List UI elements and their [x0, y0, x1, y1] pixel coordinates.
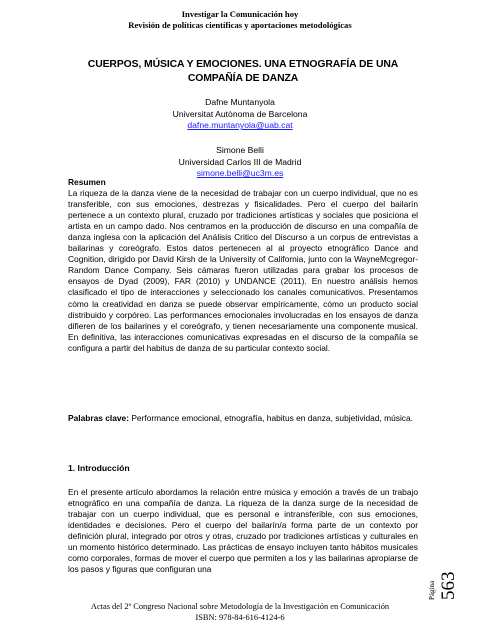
- keywords-text: Performance emocional, etnografía, habitus en danza, subjetividad, música.: [131, 413, 413, 423]
- header-subtitle: Revisión de políticas científicas y aportaciones metodológicas: [128, 19, 352, 30]
- page-word: Página: [428, 580, 436, 600]
- keywords-label: Palabras clave:: [68, 413, 129, 423]
- author-name: Simone Belli: [216, 145, 264, 155]
- section-heading-introduction: 1. Introducción: [68, 463, 130, 473]
- page-number: 563: [438, 571, 459, 600]
- abstract-heading: Resumen: [68, 177, 106, 187]
- author-affiliation: Universitat Autònoma de Barcelona: [172, 108, 308, 119]
- author-affiliation: Universidad Carlos III de Madrid: [178, 156, 302, 167]
- author-block-2: [60, 145, 420, 180]
- author-email-link[interactable]: dafne.muntanyola@uab.cat: [187, 120, 293, 131]
- footer-isbn: ISBN: 978-84-616-4124-6: [195, 612, 285, 622]
- page-footer: [60, 602, 420, 623]
- author-email-link[interactable]: simone.belli@uc3m.es: [196, 168, 284, 179]
- introduction-section: [68, 487, 418, 575]
- header-journal-title: Investigar la Comunicación hoy: [181, 9, 299, 19]
- author-name: Dafne Muntanyola: [205, 97, 275, 107]
- running-header: [60, 9, 420, 30]
- abstract-section: [68, 177, 418, 354]
- abstract-text: La riqueza de la danza viene de la necesidad de trabajar con un cuerpo individual, que no es transferible, con sus emociones, destrezas y fisicalidades. Pero el cuerpo del bailarín pertenece a un contexto plural, cruzado por tradiciones artísticas y sociales que posiciona el artista en un campo dado. Nos centramos en la producción de discurso en una compañía de danza inglesa con la aplicación del Análisis Critico del Discurso a un corpus de entrevistas a bailarinas y coreógrafo. Estos datos pertenecen al al proyecto etnográfico Dance and Cognition, dirigido por David Kirsh de la University of California, junto con la WayneMcgregor-Random Dance Company. Seis cámaras fueron utilizadas para grabar los procesos de ensayos de Dyad (2009), FAR (2010) y UNDANCE (2011). En nuestro análisis hemos clasificado el tipo de interacciones y seleccionado los canales comunicativos. Presentamos cómo la creatividad en danza se puede observar empíricamente, cómo un producto social distribuido y corpóreo. Las performances emocionales involucradas en los ensayos de danza difieren de los bailarines y el coreógrafo, y tienen necesariamente una componente musical. En definitiva, las interacciones comunicativas expresadas en el discurso de la compañía se configura a partir del habitus de danza de su particular contexto social.: [68, 188, 418, 353]
- keywords-section: [68, 413, 418, 424]
- introduction-text: En el presente artículo abordamos la relación entre música y emoción a través de un trabajo etnográfico en una compañía de danza. La riqueza de la danza surge de la necesidad de trabajar con un cuerpo individual, que es personal e intransferible, con sus emociones, identidades e decisiones. Pero el cuerpo del bailarín/a forma parte de un contexto por definición plural, integrado por otros y otras, cruzado por tradiciones artísticas y culturales en un momento histórico determinado. Las prácticas de ensayo incluyen tanto hábitos musicales como corporales, formas de mover el cuerpo que permiten a los y las bailarinas apropiarse de los pasos y figuras que configuran una: [68, 487, 418, 575]
- footer-proceedings: Actas del 2º Congreso Nacional sobre Metodología de la Investigación en Comunicación: [90, 602, 390, 611]
- author-block-1: [60, 97, 420, 132]
- paper-title: CUERPOS, MÚSICA Y EMOCIONES. UNA ETNOGRAFÍA DE UNA COMPAÑÍA DE DANZA: [87, 59, 399, 84]
- page-number-label: [426, 540, 459, 610]
